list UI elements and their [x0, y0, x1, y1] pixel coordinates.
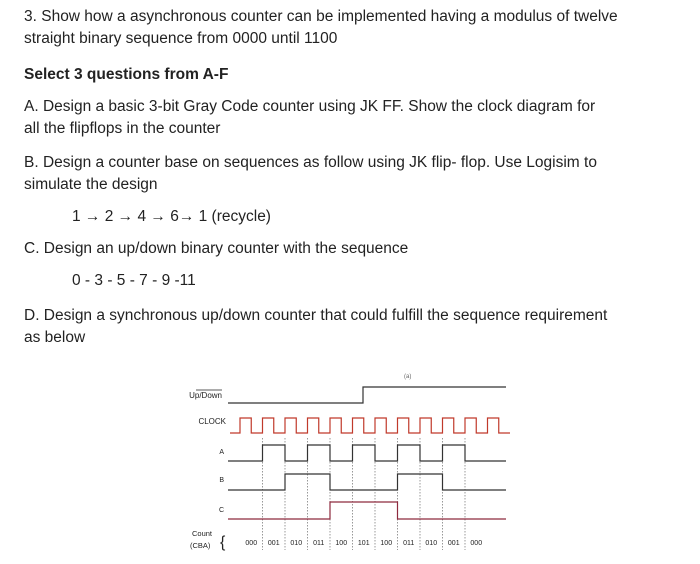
count-dividers [263, 438, 466, 550]
count-value: 100 [380, 540, 393, 547]
q3-line-1: 3. Show how a asynchronous counter can be implemented having a modulus of twelve [24, 8, 618, 25]
c-label: C [218, 507, 224, 514]
count-value: 010 [425, 540, 438, 547]
count-value: 101 [357, 540, 370, 547]
qb-line-2: simulate the design [24, 176, 158, 193]
count-value: 001 [267, 540, 280, 547]
qc-sequence: 0 - 3 - 5 - 7 - 9 -11 [72, 272, 196, 289]
updown-waveform [228, 387, 506, 403]
count-values [245, 540, 482, 547]
count-brace: { [220, 534, 226, 551]
count-value: 000 [470, 540, 483, 547]
c-waveform [228, 502, 506, 519]
count-value: 011 [313, 540, 325, 547]
cba-label: (CBA) [190, 541, 211, 550]
count-value: 011 [403, 540, 415, 547]
figure-tag: (a) [404, 374, 412, 380]
b-label: B [219, 477, 224, 484]
qb-line-1: B. Design a counter base on sequences as follow using JK flip- flop. Use Logisim to [24, 154, 597, 171]
clock-label: CLOCK [198, 417, 226, 426]
qd-line-2: as below [24, 329, 86, 346]
count-value: 100 [335, 540, 348, 547]
clock-waveform [230, 418, 510, 433]
updown-label: Up/Down [189, 391, 222, 400]
b-waveform [228, 474, 506, 490]
count-value: 000 [245, 540, 258, 547]
qb-sequence: 1 → 2 → 4 → 6→ 1 (recycle) [72, 208, 271, 225]
qd-line-1: D. Design a synchronous up/down counter that could fulfill the sequence requirement [24, 307, 608, 324]
count-value: 010 [290, 540, 303, 547]
select-heading: Select 3 questions from A-F [24, 66, 229, 83]
count-value: 001 [447, 540, 460, 547]
qa-line-2: all the flipflops in the counter [24, 120, 221, 137]
qa-line-1: A. Design a basic 3-bit Gray Code counter using JK FF. Show the clock diagram for [24, 98, 596, 115]
count-label: Count [192, 529, 213, 538]
q3-line-2: straight binary sequence from 0000 until 1100 [24, 30, 338, 47]
a-label: A [219, 449, 224, 456]
qc-line-1: C. Design an up/down binary counter with the sequence [24, 240, 409, 257]
a-waveform [228, 445, 506, 461]
